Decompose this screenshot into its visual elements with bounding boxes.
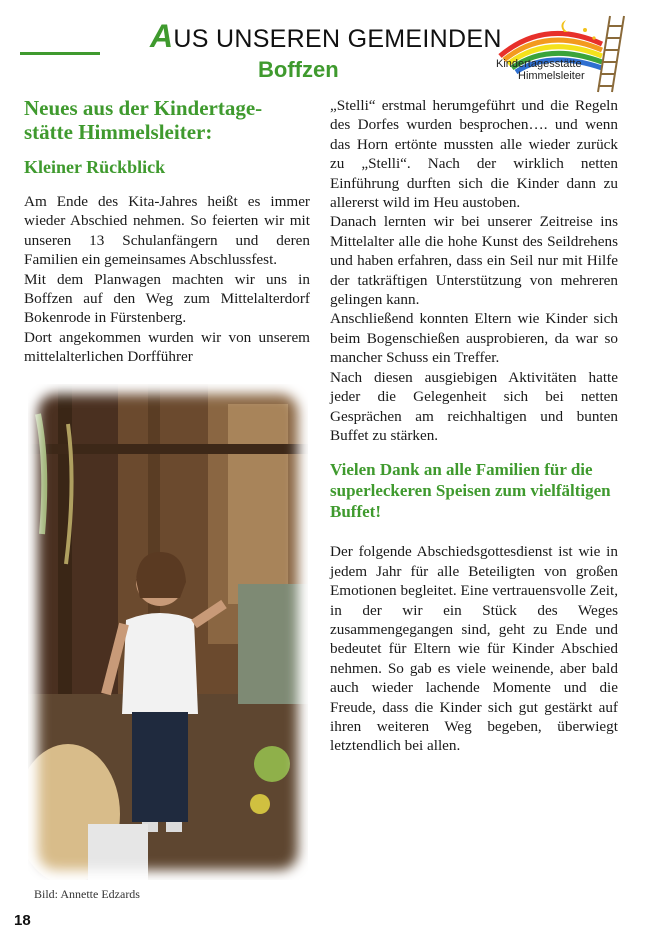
page-number: 18: [14, 912, 31, 929]
header-subtitle: Boffzen: [258, 57, 339, 82]
article-title: Neues aus der Kindertage-stätte Himmelsleiter:: [24, 96, 263, 144]
right-paragraph-3: Anschließend konnten Eltern wie Kinder sich beim Bogenschießen ausprobieren, da war so mancher Schuss ein Treffer.: [330, 310, 618, 367]
photo-illustration: [28, 384, 308, 880]
logo-line-1: Kindertagesstätte: [496, 58, 582, 70]
rainbow-ladder-logo-icon: [490, 14, 640, 94]
photo-child-in-barn: [28, 384, 308, 880]
header-title-rest: US UNSEREN GEMEINDEN: [173, 25, 502, 53]
thanks-heading: Vielen Dank an alle Familien für die superleckeren Speisen zum vielfältigen Buffet!: [330, 460, 611, 522]
header-initial: A: [150, 18, 174, 54]
right-paragraph-2: Danach lernten wir bei unserer Zeitreise ins Mittelalter alle die hohe Kunst des Seildrehens und haben erfahren, dass ein Seil nur mit Hilfe der tatkräftigen Unterstützung von mehreren gelingen kann.: [330, 213, 618, 309]
closing-paragraph: Der folgende Abschiedsgottesdienst ist wie in jedem Jahr für alle Beteiligten von großen Emotionen begleitet. Eine vertrauensvolle Zeit, in der wir ein Stück des Weges zusammengegangen sind, geht zu Ende und bedeutet für Eltern wie für Kinder Abschied nehmen. So gab es viele weinende, aber bald auch wieder lachende Momente und die Freude, dass die Kinder sich gut gestärkt auf ihren weiteren Weg begeben, überwiegt letztendlich bei allen.: [330, 543, 618, 755]
right-column: [330, 96, 618, 756]
right-paragraph-4: Nach diesen ausgiebigen Aktivitäten hatte jeder die Gelegenheit sich bei netten Gesprächen am reichhaltigen und bunten Buffet zu stärken.: [330, 368, 618, 444]
left-paragraph-3: Dort angekommen wurden wir von unserem mittelalterlichen Dorfführer: [24, 328, 310, 366]
right-paragraph-1: „Stelli“ erstmal herumgeführt und die Regeln des Dorfes wurden besprochen…. und wenn das Horn ertönte mussten alle wieder zurück zu „Stelli“. Nach der wirklich netten Einführung durften sich die Kinder dann zu allererst wild im Heu austoben.: [330, 97, 618, 212]
left-paragraph-2: Mit dem Planwagen machten wir uns in Boffzen auf den Weg zum Mittelalterdorf Bokenrode in Fürstenberg.: [24, 270, 310, 327]
section-title: Kleiner Rückblick: [24, 157, 166, 177]
photo-caption: Bild: Annette Edzards: [34, 887, 140, 901]
left-paragraph-1: Am Ende des Kita-Jahres heißt es immer wieder Abschied nehmen. So feierten wir mit unseren 13 Schulanfängern und deren Familien ein gemeinsames Abschlussfest.: [24, 193, 310, 269]
left-column: [24, 96, 310, 367]
logo-line-2: Himmelsleiter: [518, 70, 585, 82]
section-header-title: [150, 18, 502, 55]
header-rule: [20, 52, 100, 55]
logo-label: [496, 58, 585, 82]
